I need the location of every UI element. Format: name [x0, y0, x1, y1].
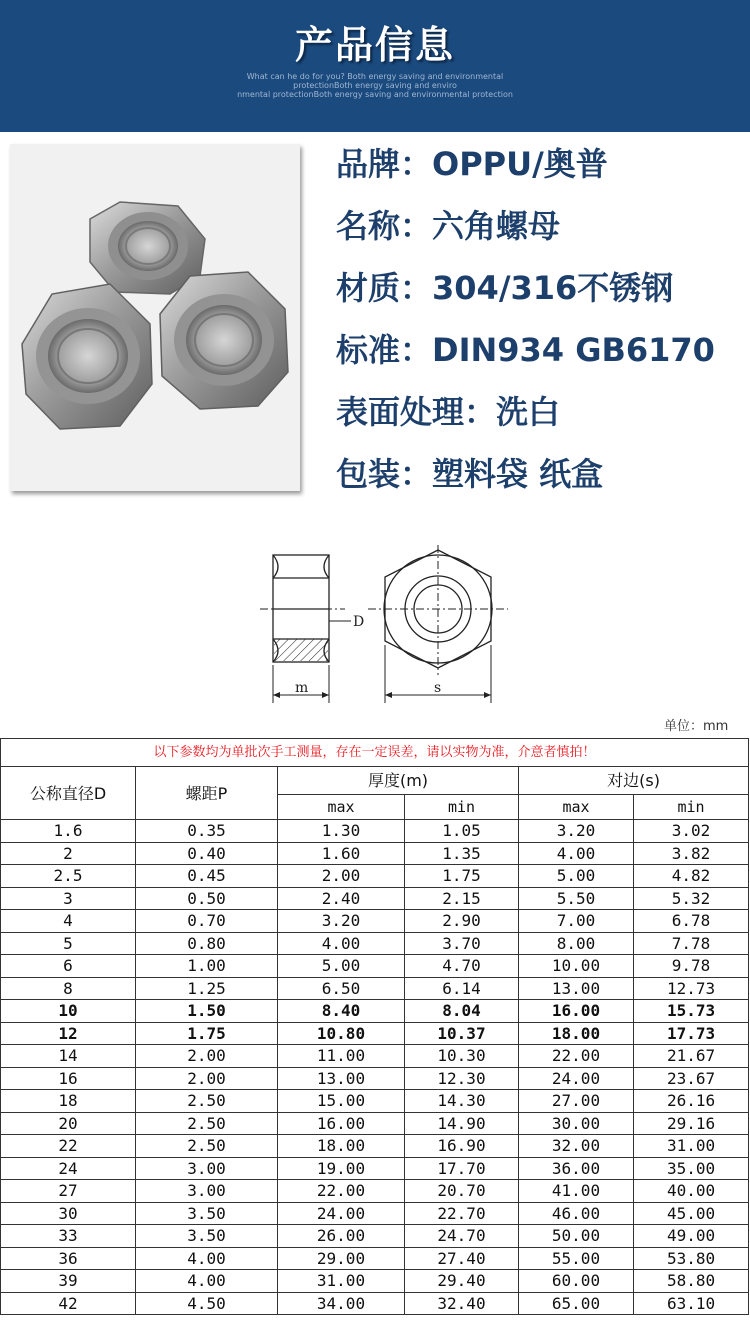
header-row	[1, 767, 749, 795]
banner-title: 产品信息	[294, 23, 455, 67]
cell-diameter: 22	[1, 1135, 136, 1158]
hex-nuts-image	[10, 144, 300, 491]
table-row	[1, 1090, 749, 1113]
table-body	[1, 820, 749, 1315]
header-thickness: 厚度(m)	[278, 767, 519, 795]
spec-name: 名称：六角螺母	[336, 207, 561, 245]
cell-thickness-max: 29.00	[278, 1247, 405, 1270]
cell-diameter: 3	[1, 887, 136, 910]
cell-thickness-max: 10.80	[278, 1022, 405, 1045]
label-d: D	[353, 614, 365, 630]
spec-surface: 表面处理：洗白	[336, 393, 561, 431]
table-row	[1, 1135, 749, 1158]
cell-flats-max: 5.50	[519, 887, 634, 910]
cell-pitch: 1.00	[136, 955, 278, 978]
spec-list	[336, 142, 715, 514]
cell-thickness-min: 14.30	[405, 1090, 519, 1113]
cell-flats-max: 41.00	[519, 1180, 634, 1203]
table-row	[1, 1045, 749, 1068]
table-row	[1, 1157, 749, 1180]
cell-pitch: 1.75	[136, 1022, 278, 1045]
cell-diameter: 14	[1, 1045, 136, 1068]
cell-pitch: 0.35	[136, 820, 278, 843]
header-thickness-min: min	[405, 795, 519, 820]
header-flats-max: max	[519, 795, 634, 820]
cell-thickness-min: 2.15	[405, 887, 519, 910]
cell-flats-min: 45.00	[634, 1202, 749, 1225]
cell-thickness-max: 24.00	[278, 1202, 405, 1225]
cell-flats-max: 22.00	[519, 1045, 634, 1068]
cell-flats-min: 9.78	[634, 955, 749, 978]
cell-pitch: 3.00	[136, 1157, 278, 1180]
cell-pitch: 2.50	[136, 1112, 278, 1135]
cell-pitch: 3.50	[136, 1202, 278, 1225]
cell-thickness-min: 10.30	[405, 1045, 519, 1068]
cell-diameter: 42	[1, 1292, 136, 1315]
table-row	[1, 910, 749, 933]
cell-thickness-max: 2.00	[278, 865, 405, 888]
cell-flats-max: 24.00	[519, 1067, 634, 1090]
cell-diameter: 5	[1, 932, 136, 955]
cell-flats-min: 5.32	[634, 887, 749, 910]
cell-diameter: 6	[1, 955, 136, 978]
cell-flats-max: 30.00	[519, 1112, 634, 1135]
cell-thickness-max: 22.00	[278, 1180, 405, 1203]
cell-thickness-max: 5.00	[278, 955, 405, 978]
cell-thickness-min: 1.35	[405, 842, 519, 865]
cell-diameter: 36	[1, 1247, 136, 1270]
cell-flats-max: 8.00	[519, 932, 634, 955]
table-row	[1, 842, 749, 865]
cell-thickness-max: 19.00	[278, 1157, 405, 1180]
cell-flats-max: 4.00	[519, 842, 634, 865]
table-row	[1, 1067, 749, 1090]
spec-packaging: 包装：塑料袋 纸盒	[336, 455, 604, 493]
table-row	[1, 932, 749, 955]
cell-flats-max: 60.00	[519, 1270, 634, 1293]
cell-flats-min: 17.73	[634, 1022, 749, 1045]
cell-thickness-min: 6.14	[405, 977, 519, 1000]
cell-diameter: 12	[1, 1022, 136, 1045]
cell-flats-min: 29.16	[634, 1112, 749, 1135]
cell-pitch: 4.00	[136, 1270, 278, 1293]
cell-pitch: 4.00	[136, 1247, 278, 1270]
table-row	[1, 887, 749, 910]
cell-flats-max: 65.00	[519, 1292, 634, 1315]
table-row	[1, 1225, 749, 1248]
parameter-table	[0, 738, 749, 1315]
cell-thickness-max: 15.00	[278, 1090, 405, 1113]
cell-diameter: 20	[1, 1112, 136, 1135]
cell-diameter: 30	[1, 1202, 136, 1225]
cell-diameter: 10	[1, 1000, 136, 1023]
cell-thickness-min: 14.90	[405, 1112, 519, 1135]
table-row	[1, 1270, 749, 1293]
cell-diameter: 2.5	[1, 865, 136, 888]
cell-diameter: 2	[1, 842, 136, 865]
cell-diameter: 4	[1, 910, 136, 933]
cell-flats-max: 5.00	[519, 865, 634, 888]
nut-right	[160, 272, 288, 409]
cell-thickness-max: 6.50	[278, 977, 405, 1000]
cell-pitch: 0.50	[136, 887, 278, 910]
cell-pitch: 1.25	[136, 977, 278, 1000]
cell-thickness-min: 12.30	[405, 1067, 519, 1090]
banner-subtitle-line: protectionBoth energy saving and enviro	[293, 81, 457, 90]
cell-flats-min: 6.78	[634, 910, 749, 933]
product-photo	[10, 144, 300, 491]
spec-brand: 品牌：OPPU/奥普	[336, 145, 608, 183]
spec-material: 材质：304/316不锈钢	[336, 269, 674, 307]
measurement-notice: 以下参数均为单批次手工测量，存在一定误差，请以实物为准，介意者慎拍！	[1, 739, 749, 767]
cell-diameter: 24	[1, 1157, 136, 1180]
table-row	[1, 1180, 749, 1203]
cell-thickness-max: 16.00	[278, 1112, 405, 1135]
header-banner	[0, 0, 750, 132]
cell-thickness-min: 1.75	[405, 865, 519, 888]
cell-flats-max: 27.00	[519, 1090, 634, 1113]
cell-flats-max: 50.00	[519, 1225, 634, 1248]
cell-diameter: 1.6	[1, 820, 136, 843]
cell-thickness-max: 18.00	[278, 1135, 405, 1158]
cell-pitch: 3.00	[136, 1180, 278, 1203]
cell-diameter: 16	[1, 1067, 136, 1090]
table-row	[1, 1247, 749, 1270]
cell-pitch: 2.50	[136, 1090, 278, 1113]
cell-pitch: 3.50	[136, 1225, 278, 1248]
cell-thickness-max: 26.00	[278, 1225, 405, 1248]
table-row	[1, 865, 749, 888]
cell-thickness-min: 16.90	[405, 1135, 519, 1158]
cell-flats-min: 26.16	[634, 1090, 749, 1113]
cell-diameter: 39	[1, 1270, 136, 1293]
cell-pitch: 0.40	[136, 842, 278, 865]
cell-flats-min: 53.80	[634, 1247, 749, 1270]
cell-thickness-min: 4.70	[405, 955, 519, 978]
cell-thickness-max: 31.00	[278, 1270, 405, 1293]
cell-flats-max: 18.00	[519, 1022, 634, 1045]
header-diameter: 公称直径D	[1, 767, 136, 820]
cell-flats-min: 31.00	[634, 1135, 749, 1158]
cell-pitch: 2.50	[136, 1135, 278, 1158]
cell-pitch: 0.45	[136, 865, 278, 888]
cell-thickness-min: 20.70	[405, 1180, 519, 1203]
cell-flats-max: 36.00	[519, 1157, 634, 1180]
cell-flats-min: 3.02	[634, 820, 749, 843]
cell-thickness-min: 32.40	[405, 1292, 519, 1315]
cell-flats-min: 21.67	[634, 1045, 749, 1068]
table-row	[1, 820, 749, 843]
banner-subtitle-line: What can he do for you? Both energy saving and environmental	[246, 72, 504, 81]
cell-flats-min: 4.82	[634, 865, 749, 888]
cell-pitch: 2.00	[136, 1045, 278, 1068]
header-thickness-max: max	[278, 795, 405, 820]
cell-flats-max: 32.00	[519, 1135, 634, 1158]
cell-flats-max: 55.00	[519, 1247, 634, 1270]
table-row	[1, 1112, 749, 1135]
cell-flats-min: 15.73	[634, 1000, 749, 1023]
cell-pitch: 4.50	[136, 1292, 278, 1315]
table-row	[1, 1202, 749, 1225]
cell-thickness-max: 8.40	[278, 1000, 405, 1023]
cell-thickness-max: 11.00	[278, 1045, 405, 1068]
cell-flats-min: 49.00	[634, 1225, 749, 1248]
banner-subtitle	[0, 72, 750, 99]
cell-thickness-min: 1.05	[405, 820, 519, 843]
cell-flats-min: 35.00	[634, 1157, 749, 1180]
table-row	[1, 955, 749, 978]
unit-note: 单位：mm	[664, 719, 729, 734]
cell-thickness-min: 29.40	[405, 1270, 519, 1293]
cell-flats-min: 12.73	[634, 977, 749, 1000]
banner-subtitle-line: nmental protectionBoth energy saving and environmental protection	[237, 90, 513, 99]
cell-thickness-max: 3.20	[278, 910, 405, 933]
cell-flats-min: 58.80	[634, 1270, 749, 1293]
cell-thickness-min: 8.04	[405, 1000, 519, 1023]
cell-flats-max: 46.00	[519, 1202, 634, 1225]
cell-diameter: 18	[1, 1090, 136, 1113]
table-row	[1, 1022, 749, 1045]
cell-thickness-min: 22.70	[405, 1202, 519, 1225]
cell-flats-min: 40.00	[634, 1180, 749, 1203]
cell-diameter: 27	[1, 1180, 136, 1203]
cell-pitch: 2.00	[136, 1067, 278, 1090]
notice-row	[1, 739, 749, 767]
cell-thickness-max: 2.40	[278, 887, 405, 910]
cell-thickness-max: 1.60	[278, 842, 405, 865]
cell-flats-max: 13.00	[519, 977, 634, 1000]
cell-flats-min: 7.78	[634, 932, 749, 955]
cell-diameter: 8	[1, 977, 136, 1000]
header-flats-min: min	[634, 795, 749, 820]
cell-thickness-max: 4.00	[278, 932, 405, 955]
cell-flats-min: 3.82	[634, 842, 749, 865]
cell-thickness-min: 2.90	[405, 910, 519, 933]
cell-flats-max: 10.00	[519, 955, 634, 978]
header-pitch: 螺距P	[136, 767, 278, 820]
cell-pitch: 0.80	[136, 932, 278, 955]
spec-standard: 标准：DIN934 GB6170	[336, 331, 715, 369]
cell-diameter: 33	[1, 1225, 136, 1248]
cell-thickness-min: 27.40	[405, 1247, 519, 1270]
cell-thickness-min: 10.37	[405, 1022, 519, 1045]
cell-thickness-max: 34.00	[278, 1292, 405, 1315]
cell-thickness-max: 13.00	[278, 1067, 405, 1090]
table-row	[1, 1292, 749, 1315]
cell-pitch: 1.50	[136, 1000, 278, 1023]
label-m: m	[295, 680, 309, 696]
cell-flats-min: 23.67	[634, 1067, 749, 1090]
cell-thickness-min: 17.70	[405, 1157, 519, 1180]
cell-thickness-min: 24.70	[405, 1225, 519, 1248]
cell-flats-max: 3.20	[519, 820, 634, 843]
table-row	[1, 1000, 749, 1023]
table-row	[1, 977, 749, 1000]
cell-pitch: 0.70	[136, 910, 278, 933]
cell-flats-max: 16.00	[519, 1000, 634, 1023]
nut-technical-drawing	[255, 545, 520, 710]
label-s: s	[434, 680, 442, 696]
cell-thickness-min: 3.70	[405, 932, 519, 955]
nut-left	[22, 284, 152, 429]
cell-flats-min: 63.10	[634, 1292, 749, 1315]
header-across-flats: 对边(s)	[519, 767, 749, 795]
cell-thickness-max: 1.30	[278, 820, 405, 843]
cell-flats-max: 7.00	[519, 910, 634, 933]
